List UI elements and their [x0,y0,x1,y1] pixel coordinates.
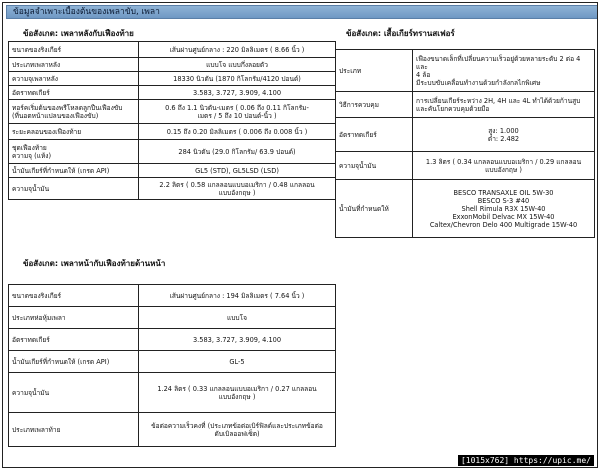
front-value-drive-shaft: ข้อต่อความเร็วคงที่ (ประเภทข้อต่อเบิร์ฟิลด์และประเภทข้อต่อ ดับเบิลออฟเซ็ต) [139,413,336,447]
transfer-label-type: ประเภท [336,50,413,92]
rear-value-backlash: 0.15 ถึง 0.20 มิลลิเมตร ( 0.006 ถึง 0.008 นิ้ว ) [139,124,336,140]
transfer-label-ratio: อัตราทดเกียร์ [336,118,413,152]
table-row [336,180,595,238]
rear-label-axle-type: ประเภทเพลาหลัง [9,58,139,72]
transfer-label-oil: น้ำมันที่กำหนดให้ [336,180,413,238]
table-row [9,72,336,86]
table-row [9,42,336,58]
document-page [2,2,598,468]
table-row [9,140,336,164]
table-row [9,351,336,373]
front-value-ring-gear: เส้นผ่านศูนย์กลาง : 194 มิลลิเมตร ( 7.64 นิ้ว ) [139,285,336,307]
front-label-oil-grade: น้ำมันเกียร์ที่กำหนดให้ (เกรด API) [9,351,139,373]
rear-axle-table [8,41,336,200]
table-row [9,100,336,124]
table-row [9,124,336,140]
front-label-drive-shaft: ประเภทเพลาท้าย [9,413,139,447]
rear-value-axle-type: แบบโจ แบบกึ่งลอยตัว [139,58,336,72]
table-row [9,373,336,413]
table-row [9,86,336,100]
table-row [9,58,336,72]
table-row [9,285,336,307]
table-row [336,118,595,152]
front-axle-title: ข้อสังเกต: เพลาหน้ากับเฟืองท้ายด้านหน้า [23,259,166,268]
table-row [9,178,336,200]
transfer-value-type: เฟืองขนาดเล็กที่เปลี่ยนความเร็วอยู่ด้วยหลายระดับ 2 ต่อ 4 และ 4 ล้อ มีระบบขับเคลื่อนทำงานด้วยกำลังกลไกพิเศษ [413,50,595,92]
rear-label-backlash: ระยะคลอนของเฟืองท้าย [9,124,139,140]
rear-value-gear-ratio: 3.583, 3.727, 3.909, 4.100 [139,86,336,100]
transfer-value-oil: BESCO TRANSAXLE OIL 5W-30 BESCO S-3 #40 Shell Rimula R3X 15W-40 ExxonMobil Delvac MX 15W-40 Caltex/Chevron Delo 400 Multigrade 15W-40 [413,180,595,238]
rear-label-oil-capacity: ความจุน้ำมัน [9,178,139,200]
rear-value-diff-weight: 284 นิวตัน (29.0 กิโลกรัม/ 63.9 ปอนด์) [139,140,336,164]
table-row [336,152,595,180]
transfer-label-control: วิธีการควบคุม [336,92,413,118]
table-row [9,413,336,447]
rear-label-oil-grade: น้ำมันเกียร์ที่กำหนดให้ (เกรด API) [9,164,139,178]
table-row [336,50,595,92]
transfer-label-oil-capacity: ความจุน้ำมัน [336,152,413,180]
rear-value-oil-capacity: 2.2 ลิตร ( 0.58 แกลลอนแบบอเมริกา / 0.48 แกลลอน แบบอังกฤษ ) [139,178,336,200]
rear-label-ring-gear: ขนาดของริงเกียร์ [9,42,139,58]
rear-axle-title: ข้อสังเกต: เพลาหลังกับเฟืองท้าย [23,29,134,38]
front-label-housing: ประเภทห่อหุ้มเพลา [9,307,139,329]
transfer-value-ratio: สูง: 1.000 ต่ำ: 2.482 [413,118,595,152]
front-label-gear-ratio: อัตราทดเกียร์ [9,329,139,351]
table-row [9,307,336,329]
front-value-oil-capacity: 1.24 ลิตร ( 0.33 แกลลอนแบบอเมริกา / 0.27 แกลลอน แบบอังกฤษ ) [139,373,336,413]
transfer-value-oil-capacity: 1.3 ลิตร ( 0.34 แกลลอนแบบอเมริกา / 0.29 แกลลอน แบบอังกฤษ ) [413,152,595,180]
rear-label-preload: ทอร์คเริ่มต้นของพรีโหลดลูกปืนเฟืองขับ (ที่นอตหน้าแปลนของเฟืองขับ) [9,100,139,124]
table-row [336,92,595,118]
rear-label-gear-ratio: อัตราทดเกียร์ [9,86,139,100]
front-axle-table [8,284,336,447]
rear-label-diff-weight: ชุดเฟืองท้าย ความจุ (แห้ง) [9,140,139,164]
document-banner: ข้อมูลจำเพาะเบื้องต้นของเพลาขับ, เพลา [6,5,598,19]
transfer-title: ข้อสังเกต: เสื้อเกียร์ทรานสเฟอร์ [346,29,455,38]
rear-value-oil-grade: GL5 (STD), GL5LSD (LSD) [139,164,336,178]
table-row [9,329,336,351]
front-value-gear-ratio: 3.583, 3.727, 3.909, 4.100 [139,329,336,351]
rear-value-capacity: 18330 นิวตัน (1870 กิโลกรัม/4120 ปอนด์) [139,72,336,86]
table-row [9,164,336,178]
front-value-housing: แบบโจ [139,307,336,329]
front-label-oil-capacity: ความจุน้ำมัน [9,373,139,413]
rear-label-capacity: ความจุเพลาหลัง [9,72,139,86]
image-watermark: [1015x762] https://upic.me/ [458,455,594,466]
transfer-table [335,49,595,238]
transfer-value-control: การเปลี่ยนเกียร์ระหว่าง 2H, 4H และ 4L ทำได้ด้วยก้านสูบ และคันโยกควบคุมด้วยมือ [413,92,595,118]
rear-value-preload: 0.6 ถึง 1.1 นิวตัน-เมตร ( 0.06 ถึง 0.11 กิโลกรัม- เมตร / 5 ถึง 10 ปอนด์-นิ้ว ) [139,100,336,124]
rear-value-ring-gear: เส้นผ่านศูนย์กลาง : 220 มิลลิเมตร ( 8.66 นิ้ว ) [139,42,336,58]
front-label-ring-gear: ขนาดของริงเกียร์ [9,285,139,307]
front-value-oil-grade: GL-5 [139,351,336,373]
